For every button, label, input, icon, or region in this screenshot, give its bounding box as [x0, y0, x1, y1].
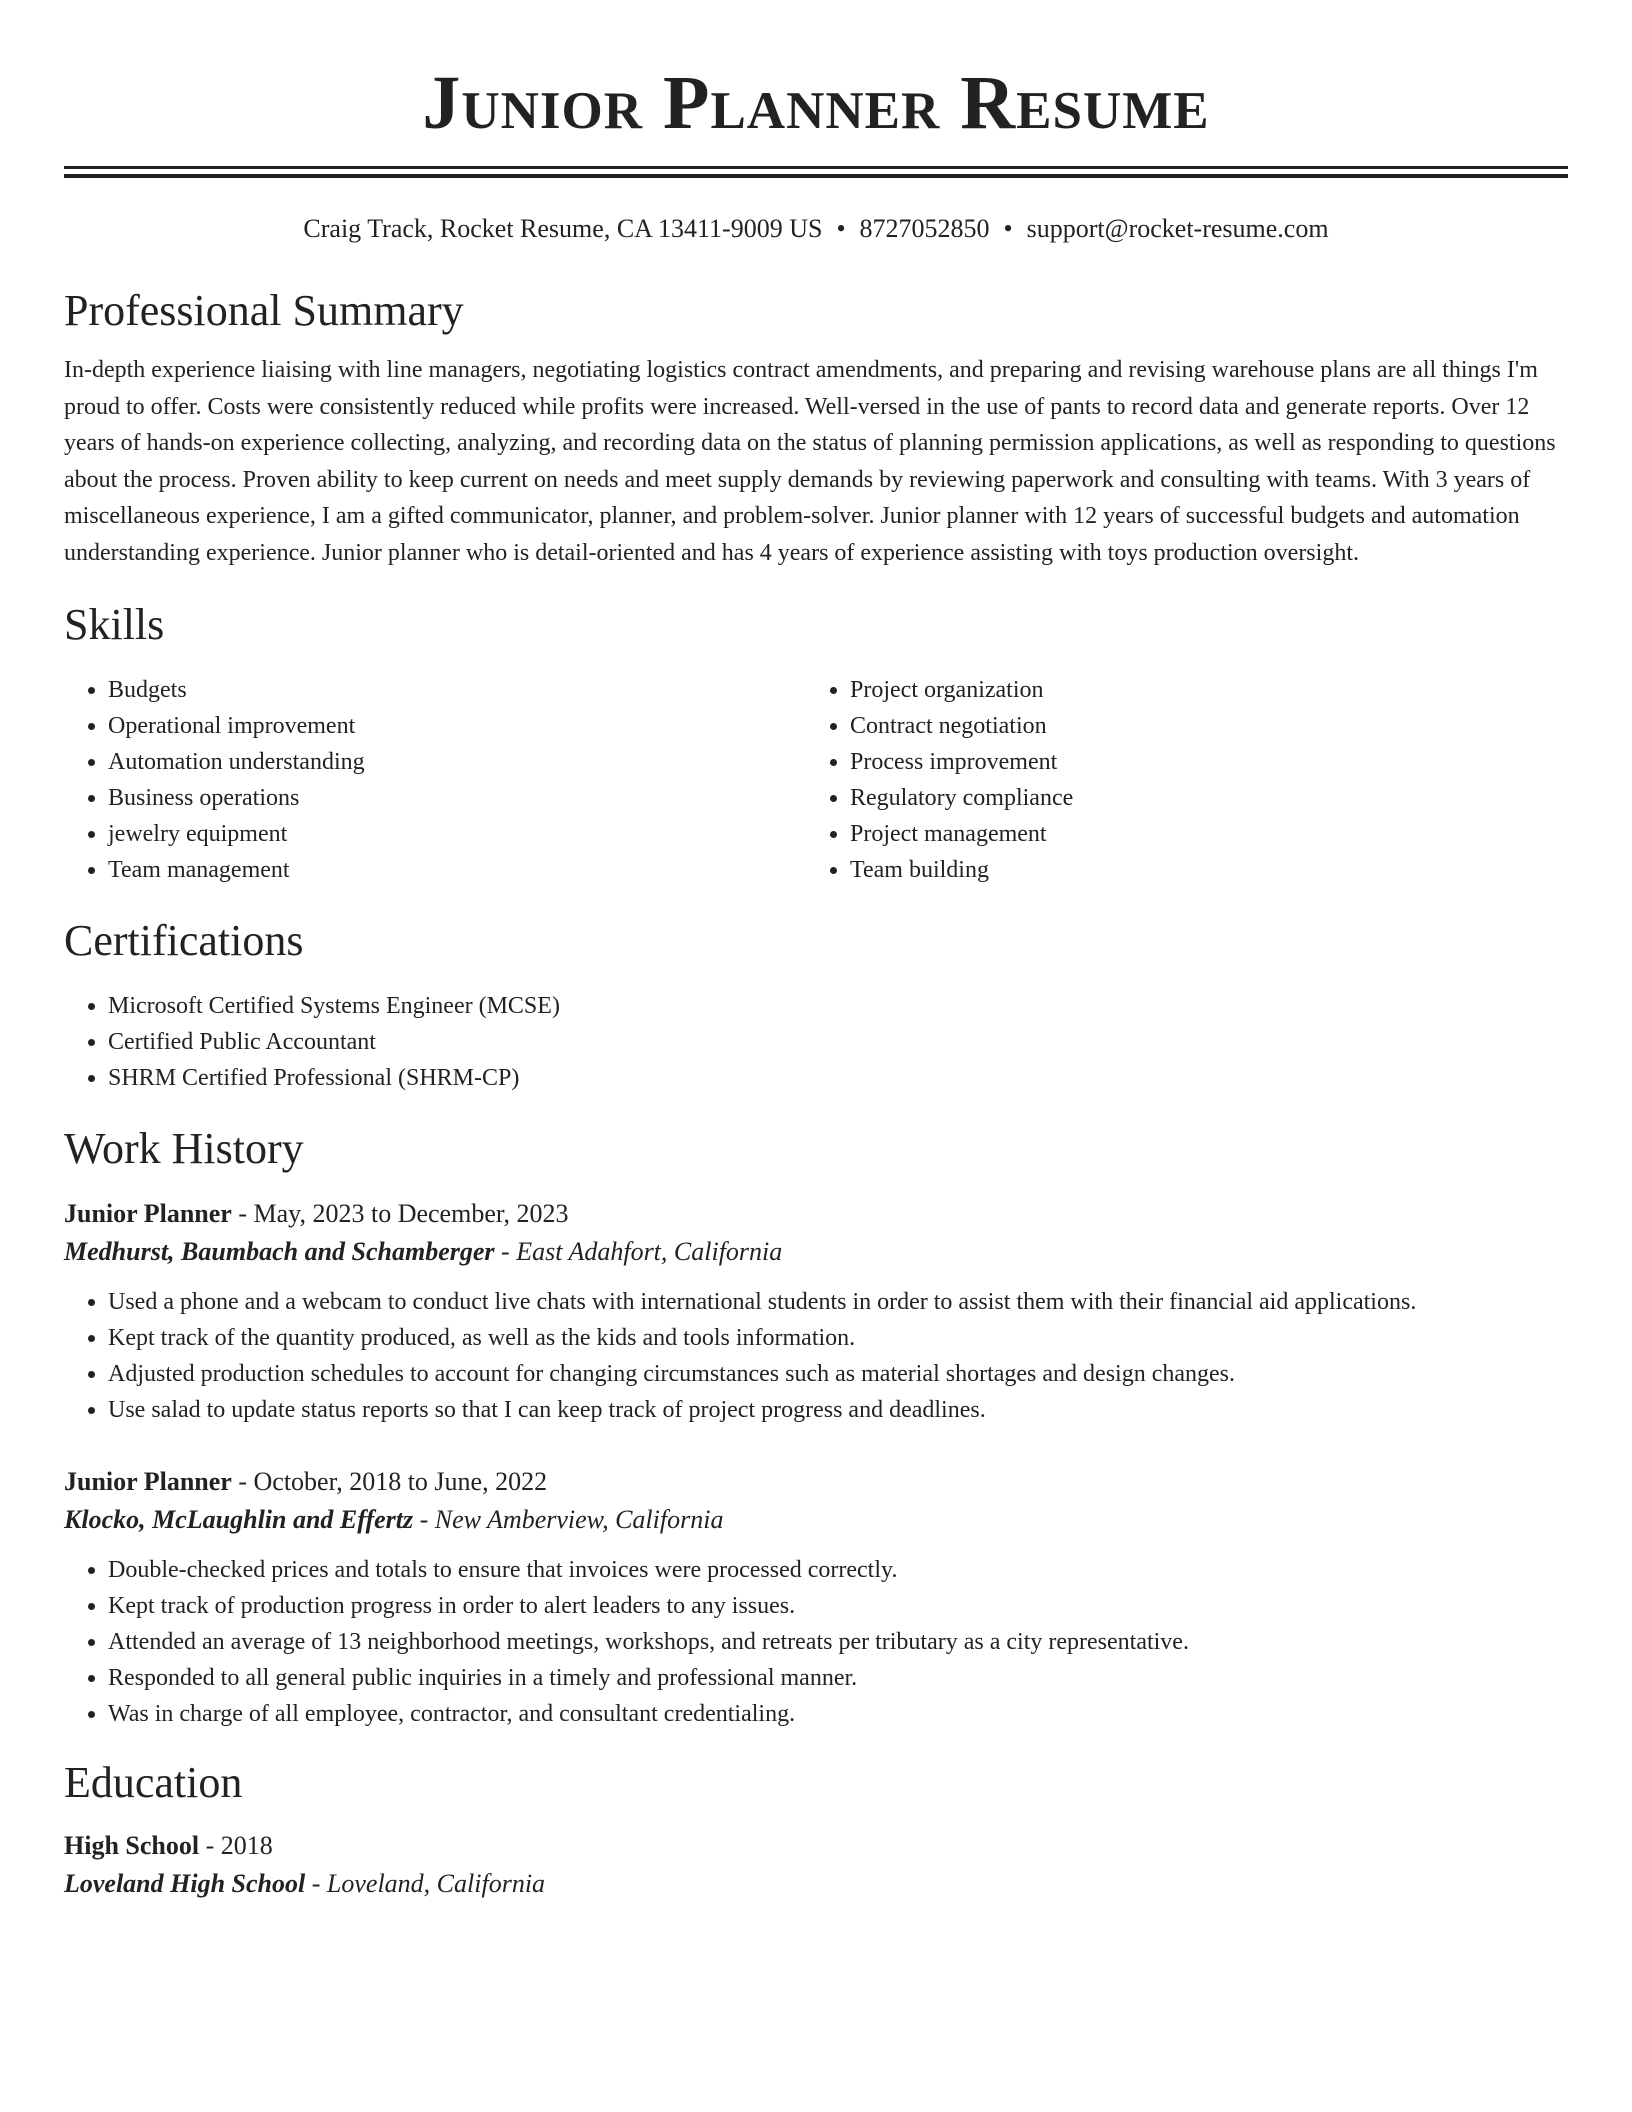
education-heading: Education	[64, 1757, 243, 1807]
skill-item: • Project organization	[850, 672, 1548, 708]
job-company: Medhurst, Baumbach and Schamberger	[64, 1236, 495, 1266]
contact-phone[interactable]: 8727052850	[859, 214, 990, 243]
title-divider-bottom	[64, 174, 1568, 178]
skill-item: • jewelry equipment	[108, 816, 806, 852]
school-dash: -	[305, 1868, 327, 1898]
job-company: Klocko, McLaughlin and Effertz	[64, 1504, 414, 1534]
skill-item: • Contract negotiation	[850, 708, 1548, 744]
certification-item: • Certified Public Accountant	[108, 1024, 1568, 1060]
skills-list-left	[64, 672, 806, 888]
summary-text: In-depth experience liaising with line managers, negotiating logistics contract amendments, and preparing and revising warehouse plans are all things I'm proud to offer. Costs were consistently reduced while profits were increased. Well-versed in the use of pants to record data and generate reports. Over 12 years of hands-on experience collecting, analyzing, and recording data on the status of planning permission applications, as well as responding to questions about the process. Proven ability to keep current on needs and meet supply demands by reviewing paperwork and consulting with teams. With 3 years of miscellaneous experience, I am a gifted communicator, planner, and problem-solver. Junior planner with 12 years of successful budgets and automation understanding experience. Junior planner who is detail-oriented and has 4 years of experience assisting with toys production oversight.	[64, 357, 1556, 566]
skill-item: • Regulatory compliance	[850, 780, 1548, 816]
job-location: East Adahfort, California	[516, 1236, 783, 1266]
skill-item: • Project management	[850, 816, 1548, 852]
job-dash: -	[494, 1236, 517, 1266]
school-location: Loveland, California	[326, 1868, 546, 1898]
job-dash: -	[413, 1504, 435, 1534]
job-dash: -	[231, 1198, 254, 1228]
certification-item: • SHRM Certified Professional (SHRM-CP)	[108, 1060, 1568, 1096]
contact-email[interactable]: support@rocket-resume.com	[1026, 214, 1329, 243]
job-title: Junior Planner	[64, 1198, 232, 1228]
job-duty: • Used a phone and a webcam to conduct live chats with international students in order to assist them with their financial aid applications.	[108, 1284, 1568, 1320]
contact-line	[64, 212, 1568, 246]
job-duty: • Attended an average of 13 neighborhood meetings, workshops, and retreats per tributary as a city representative.	[108, 1624, 1568, 1660]
job-title-line	[64, 1196, 1568, 1232]
skill-item: • Business operations	[108, 780, 806, 816]
skills-heading: Skills	[64, 599, 165, 649]
job-duty: • Was in charge of all employee, contractor, and consultant credentialing.	[108, 1696, 1568, 1732]
work-history-heading: Work History	[64, 1123, 304, 1173]
title-divider-top	[64, 166, 1568, 169]
job-title: Junior Planner	[64, 1466, 232, 1496]
skills-column-left	[64, 672, 806, 888]
job-duty: • Adjusted production schedules to account for changing circumstances such as material shortages and design changes.	[108, 1356, 1568, 1392]
job-location: New Amberview, California	[434, 1504, 724, 1534]
job-company-line	[64, 1500, 1568, 1540]
certifications-list	[64, 988, 1568, 1096]
degree: High School	[64, 1830, 200, 1860]
job-dash: -	[231, 1466, 254, 1496]
degree-dash: -	[199, 1830, 221, 1860]
contact-separator: •	[836, 214, 846, 243]
certification-item: • Microsoft Certified Systems Engineer (MCSE)	[108, 988, 1568, 1024]
skills-columns	[64, 672, 1568, 888]
resume-title: Junior Planner Resume	[422, 61, 1210, 145]
skill-item: • Team building	[850, 852, 1548, 888]
job-duty: • Kept track of production progress in order to alert leaders to any issues.	[108, 1588, 1568, 1624]
skill-item: • Automation understanding	[108, 744, 806, 780]
skill-item: • Team management	[108, 852, 806, 888]
graduation-year: 2018	[220, 1830, 273, 1860]
job-dates: May, 2023 to December, 2023	[253, 1198, 569, 1228]
skills-column-right	[806, 672, 1548, 888]
skill-item: • Operational improvement	[108, 708, 806, 744]
school-line	[64, 1864, 1568, 1904]
job-entry	[64, 1196, 1568, 1428]
skill-item: • Budgets	[108, 672, 806, 708]
job-duty: • Use salad to update status reports so that I can keep track of project progress and deadlines.	[108, 1392, 1568, 1428]
job-duty: • Responded to all general public inquiries in a timely and professional manner.	[108, 1660, 1568, 1696]
job-duty: • Double-checked prices and totals to ensure that invoices were processed correctly.	[108, 1552, 1568, 1588]
contact-address: Craig Track, Rocket Resume, CA 13411-9009 US	[303, 214, 823, 243]
skill-item: • Process improvement	[850, 744, 1548, 780]
job-title-line	[64, 1464, 1568, 1500]
job-duties-list	[64, 1552, 1568, 1732]
job-duties-list	[64, 1284, 1568, 1428]
skills-list-right	[806, 672, 1548, 888]
job-duty: • Kept track of the quantity produced, as well as the kids and tools information.	[108, 1320, 1568, 1356]
contact-separator: •	[1003, 214, 1013, 243]
summary-heading: Professional Summary	[64, 286, 464, 335]
education-entry	[64, 1828, 1568, 1904]
job-entry	[64, 1464, 1568, 1732]
degree-line	[64, 1828, 1568, 1864]
school-name: Loveland High School	[64, 1868, 306, 1898]
job-dates: October, 2018 to June, 2022	[253, 1466, 548, 1496]
certifications-heading: Certifications	[64, 915, 304, 965]
job-company-line	[64, 1232, 1568, 1272]
